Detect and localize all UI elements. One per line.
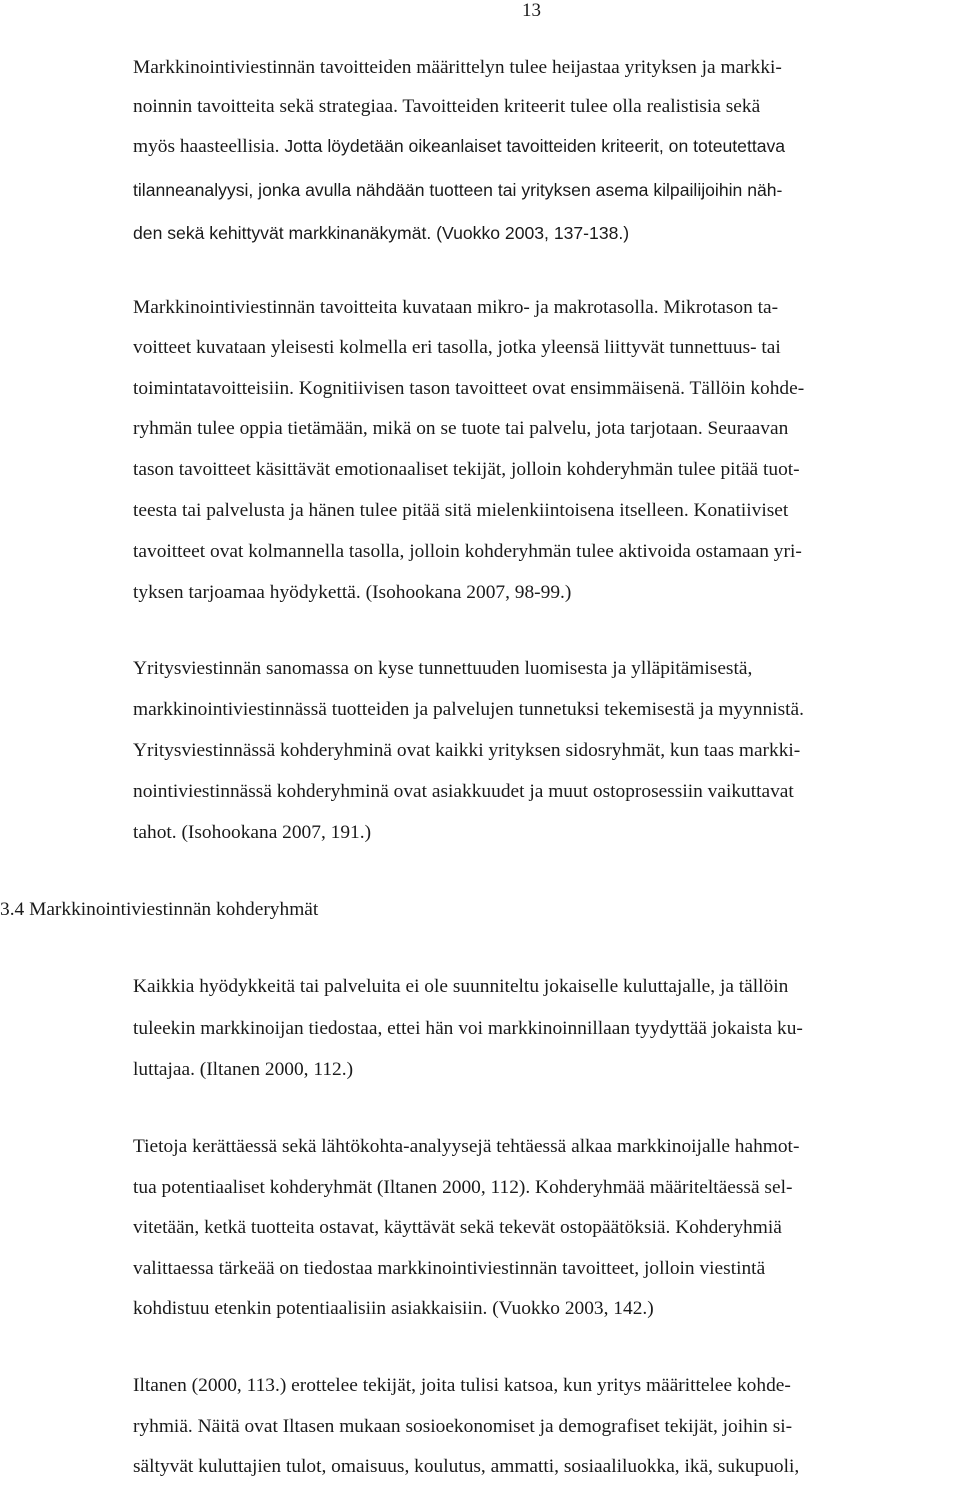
paragraph-line: tahot. (Isohookana 2007, 191.) [133,822,372,843]
paragraph-line: valittaessa tärkeää on tiedostaa markkinointiviestinnän tavoitteet, jolloin viestintä [133,1258,766,1279]
paragraph-line: markkinointiviestinnässä tuotteiden ja palvelujen tunnetuksi tekemisestä ja myynnistä. [133,699,804,720]
paragraph-line: nointiviestinnässä kohderyhminä ovat asiakkuudet ja muut ostoprosessiin vaikuttavat [133,781,794,802]
paragraph-line: voitteet kuvataan yleisesti kolmella eri tasolla, jotka yleensä liittyvät tunnettuus- tai [133,337,781,358]
paragraph-line: tyksen tarjoamaa hyödykettä. (Isohookana 2007, 98-99.) [133,582,572,603]
page-number: 13 [522,0,541,21]
paragraph-line: Iltanen (2000, 113.) erottelee tekijät, joita tulisi katsoa, kun yritys määrittelee kohde- [133,1375,791,1396]
paragraph-line: Yritysviestinnän sanomassa on kyse tunnettuuden luomisesta ja ylläpitämisestä, [133,658,753,679]
sans-text: Jotta löydetään oikeanlaiset tavoitteiden kriteerit, on toteutettava [284,136,786,156]
paragraph-line: Yritysviestinnässä kohderyhminä ovat kaikki yrityksen sidosryhmät, kun taas markki- [133,740,801,761]
paragraph-line: Kaikkia hyödykkeitä tai palveluita ei ole suunniteltu jokaiselle kuluttajalle, ja tällöin [133,976,789,997]
paragraph-line: tason tavoitteet käsittävät emotionaaliset tekijät, jolloin kohderyhmän tulee pitää tuot- [133,459,800,480]
paragraph-line: ryhmiä. Näitä ovat Iltasen mukaan sosioekonomiset ja demografiset tekijät, joihin si- [133,1416,793,1437]
paragraph-line: vitetään, ketkä tuotteita ostavat, käyttävät sekä tekevät ostopäätöksiä. Kohderyhmiä [133,1217,782,1238]
paragraph-line: tuleekin markkinoijan tiedostaa, ettei hän voi markkinoinnillaan tyydyttää jokaista ku- [133,1018,803,1039]
paragraph-line: Markkinointiviestinnän tavoitteiden määrittelyn tulee heijastaa yrityksen ja markki- [133,57,782,78]
paragraph-line: tua potentiaaliset kohderyhmät (Iltanen 2000, 112). Kohderyhmää määriteltäessä sel- [133,1177,793,1198]
paragraph-line: ryhmän tulee oppia tietämään, mikä on se tuote tai palvelu, jota tarjotaan. Seuraavan [133,418,789,439]
paragraph-line: Tietoja kerättäessä sekä lähtökohta-analyysejä tehtäessä alkaa markkinoijalle hahmot- [133,1136,800,1157]
paragraph-line: tavoitteet ovat kolmannella tasolla, jolloin kohderyhmän tulee aktivoida ostamaan yri- [133,541,802,562]
paragraph-line: luttajaa. (Iltanen 2000, 112.) [133,1059,354,1080]
paragraph-line: noinnin tavoitteita sekä strategiaa. Tavoitteiden kriteerit tulee olla realistisia sekä [133,96,761,117]
paragraph-line: teesta tai palvelusta ja hänen tulee pitää sitä mielenkiintoisena itselleen. Konatiiviset [133,500,789,521]
paragraph-line: den sekä kehittyvät markkinanäkymät. (Vuokko 2003, 137-138.) [133,223,630,243]
paragraph-line: toimintatavoitteisiin. Kognitiivisen tason tavoitteet ovat ensimmäisenä. Tällöin kohde- [133,378,805,399]
paragraph-line-mixed [133,134,785,159]
paragraph-line: Markkinointiviestinnän tavoitteita kuvataan mikro- ja makrotasolla. Mikrotason ta- [133,297,779,318]
paragraph-line: kohdistuu etenkin potentiaalisiin asiakkaisiin. (Vuokko 2003, 142.) [133,1298,654,1319]
paragraph-line: sältyvät kuluttajien tulot, omaisuus, koulutus, ammatti, sosiaaliluokka, ikä, sukupuoli, [133,1456,800,1477]
serif-text: myös haasteellisia. [133,136,285,157]
section-heading: 3.4 Markkinointiviestinnän kohderyhmät [0,899,319,920]
paragraph-line: tilanneanalyysi, jonka avulla nähdään tuotteen tai yrityksen asema kilpailijoihin näh- [133,180,783,200]
